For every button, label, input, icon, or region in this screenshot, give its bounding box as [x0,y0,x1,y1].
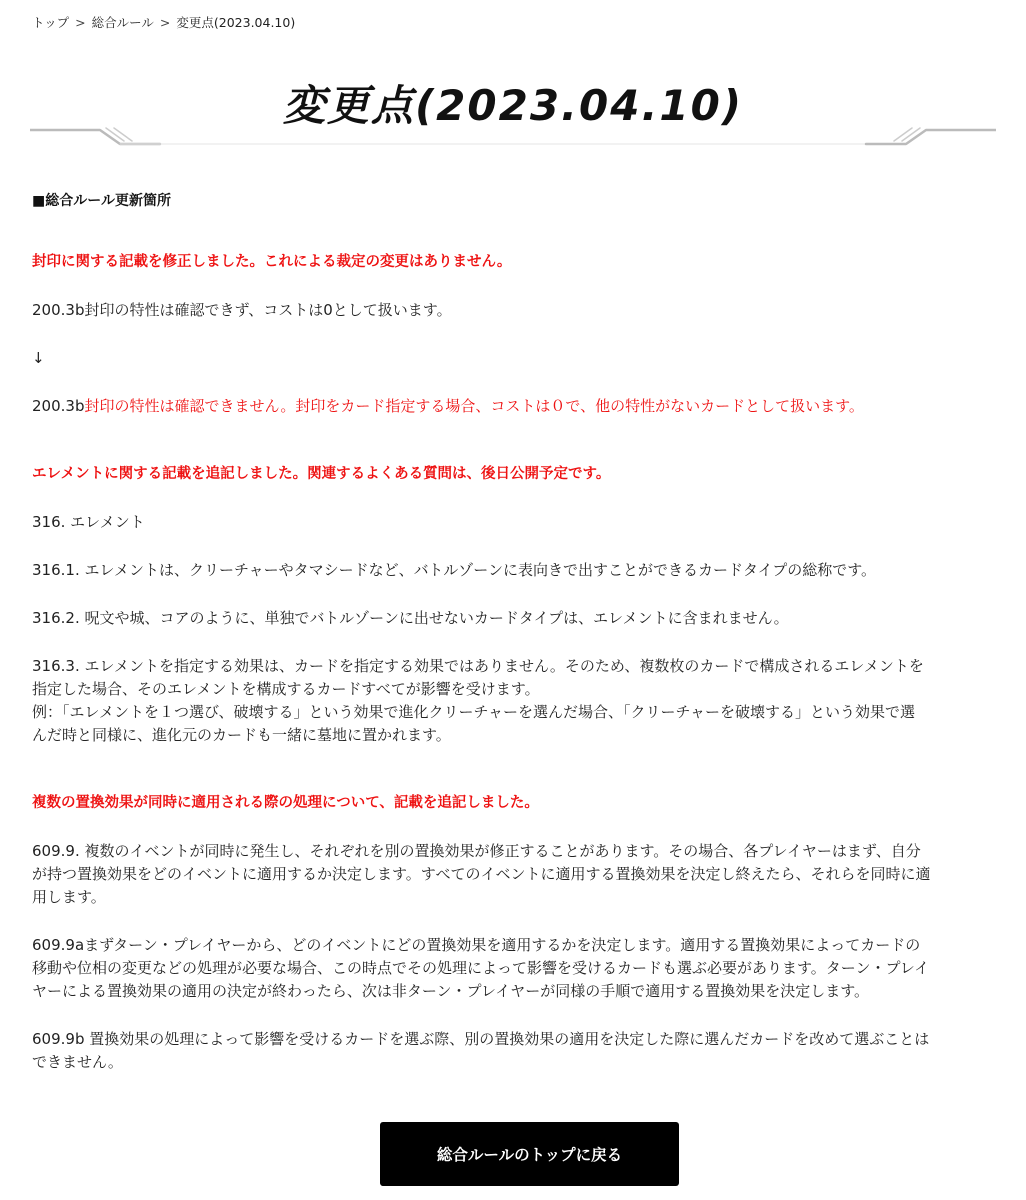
breadcrumb-link-rules[interactable]: 総合ルール [91,15,154,30]
rule-609-9b [32,1028,992,1074]
rule-316-2: 316.2. 呪文や城、コアのように、単独でバトルゾーンに出せないカードタイプは、エレメントに含まれません。 [32,609,789,627]
rule-line: 316.3. エレメントを指定する効果は、カードを指定する効果ではありません。そのため、複数枚のカードで構成されるエレメントを [32,657,924,675]
breadcrumb [32,13,295,31]
breadcrumb-current: 変更点(2023.04.10) [176,15,296,30]
rule-line: 例：「エレメントを１つ選び、破壊する」という効果で進化クリーチャーを選んだ場合、「クリーチャーを破壊する」という効果で選 [32,703,916,721]
rules-content [32,190,992,1074]
title-section [0,72,1026,162]
rule-line: 用します。 [32,888,106,906]
rule-text-changed: 封印の特性は確認できません。封印をカード指定する場合、コストは０で、他の特性がないカードとして扱います。 [84,397,864,415]
rule-609-9a [32,934,992,1003]
rule-line: 指定した場合、そのエレメントを構成するカードすべてが影響を受けます。 [32,680,540,698]
breadcrumb-link-top[interactable]: トップ [32,15,70,30]
rule-316: 316. エレメント [32,513,145,531]
breadcrumb-separator: > [75,15,86,30]
rule-200-3b-after [32,395,992,418]
replacement-notice: 複数の置換効果が同時に適用される際の処理について、記載を追記しました。 [32,795,539,811]
rule-number: 200.3b [32,397,85,415]
element-notice: エレメントに関する記載を追記しました。関連するよくある質問は、後日公開予定です。 [32,466,611,482]
rule-line: 609.9. 複数のイベントが同時に発生し、それぞれを別の置換効果が修正することがあります。その場合、各プレイヤーはまず、自分 [32,842,921,860]
back-to-rules-top-button[interactable]: 総合ルールのトップに戻る [380,1122,679,1186]
rule-316-3 [32,655,992,747]
seal-notice: 封印に関する記載を修正しました。これによる裁定の変更はありません。 [32,254,512,270]
rule-line: 609.9aまずターン・プレイヤーから、どのイベントにどの置換効果を適用するかを決定します。適用する置換効果によってカードの [32,936,921,954]
title-divider [30,124,996,148]
rule-line: 609.9b 置換効果の処理によって影響を受けるカードを選ぶ際、別の置換効果の適用を決定した際に選んだカードを改めて選ぶことは [32,1030,930,1048]
rule-316-1: 316.1. エレメントは、クリーチャーやタマシードなど、バトルゾーンに表向きで出すことができるカードタイプの総称です。 [32,561,877,579]
change-arrow: ↓ [32,349,45,367]
rule-line: できません。 [32,1053,123,1071]
rule-200-3b-before: 200.3b封印の特性は確認できず、コストは0として扱います。 [32,301,452,319]
breadcrumb-separator: > [159,15,171,30]
rule-609-9 [32,840,992,909]
page-title: 変更点(2023.04.10) [282,81,744,130]
rule-line: ヤーによる置換効果の適用の決定が終わったら、次は非ターン・プレイヤーが同様の手順で適用する置換効果を決定します。 [32,982,870,1000]
rule-line: んだ時と同様に、進化元のカードも一緒に墓地に置かれます。 [32,726,451,744]
section-heading: ■総合ルール更新箇所 [32,193,171,209]
rule-line: 移動や位相の変更などの処理が必要な場合、この時点でその処理によって影響を受けるカードも選ぶ必要があります。ターン・プレイ [32,959,930,977]
rule-line: が持つ置換効果をどのイベントに適用するか決定します。すべてのイベントに適用する置換効果を決定し終えたら、それらを同時に適 [32,865,931,883]
